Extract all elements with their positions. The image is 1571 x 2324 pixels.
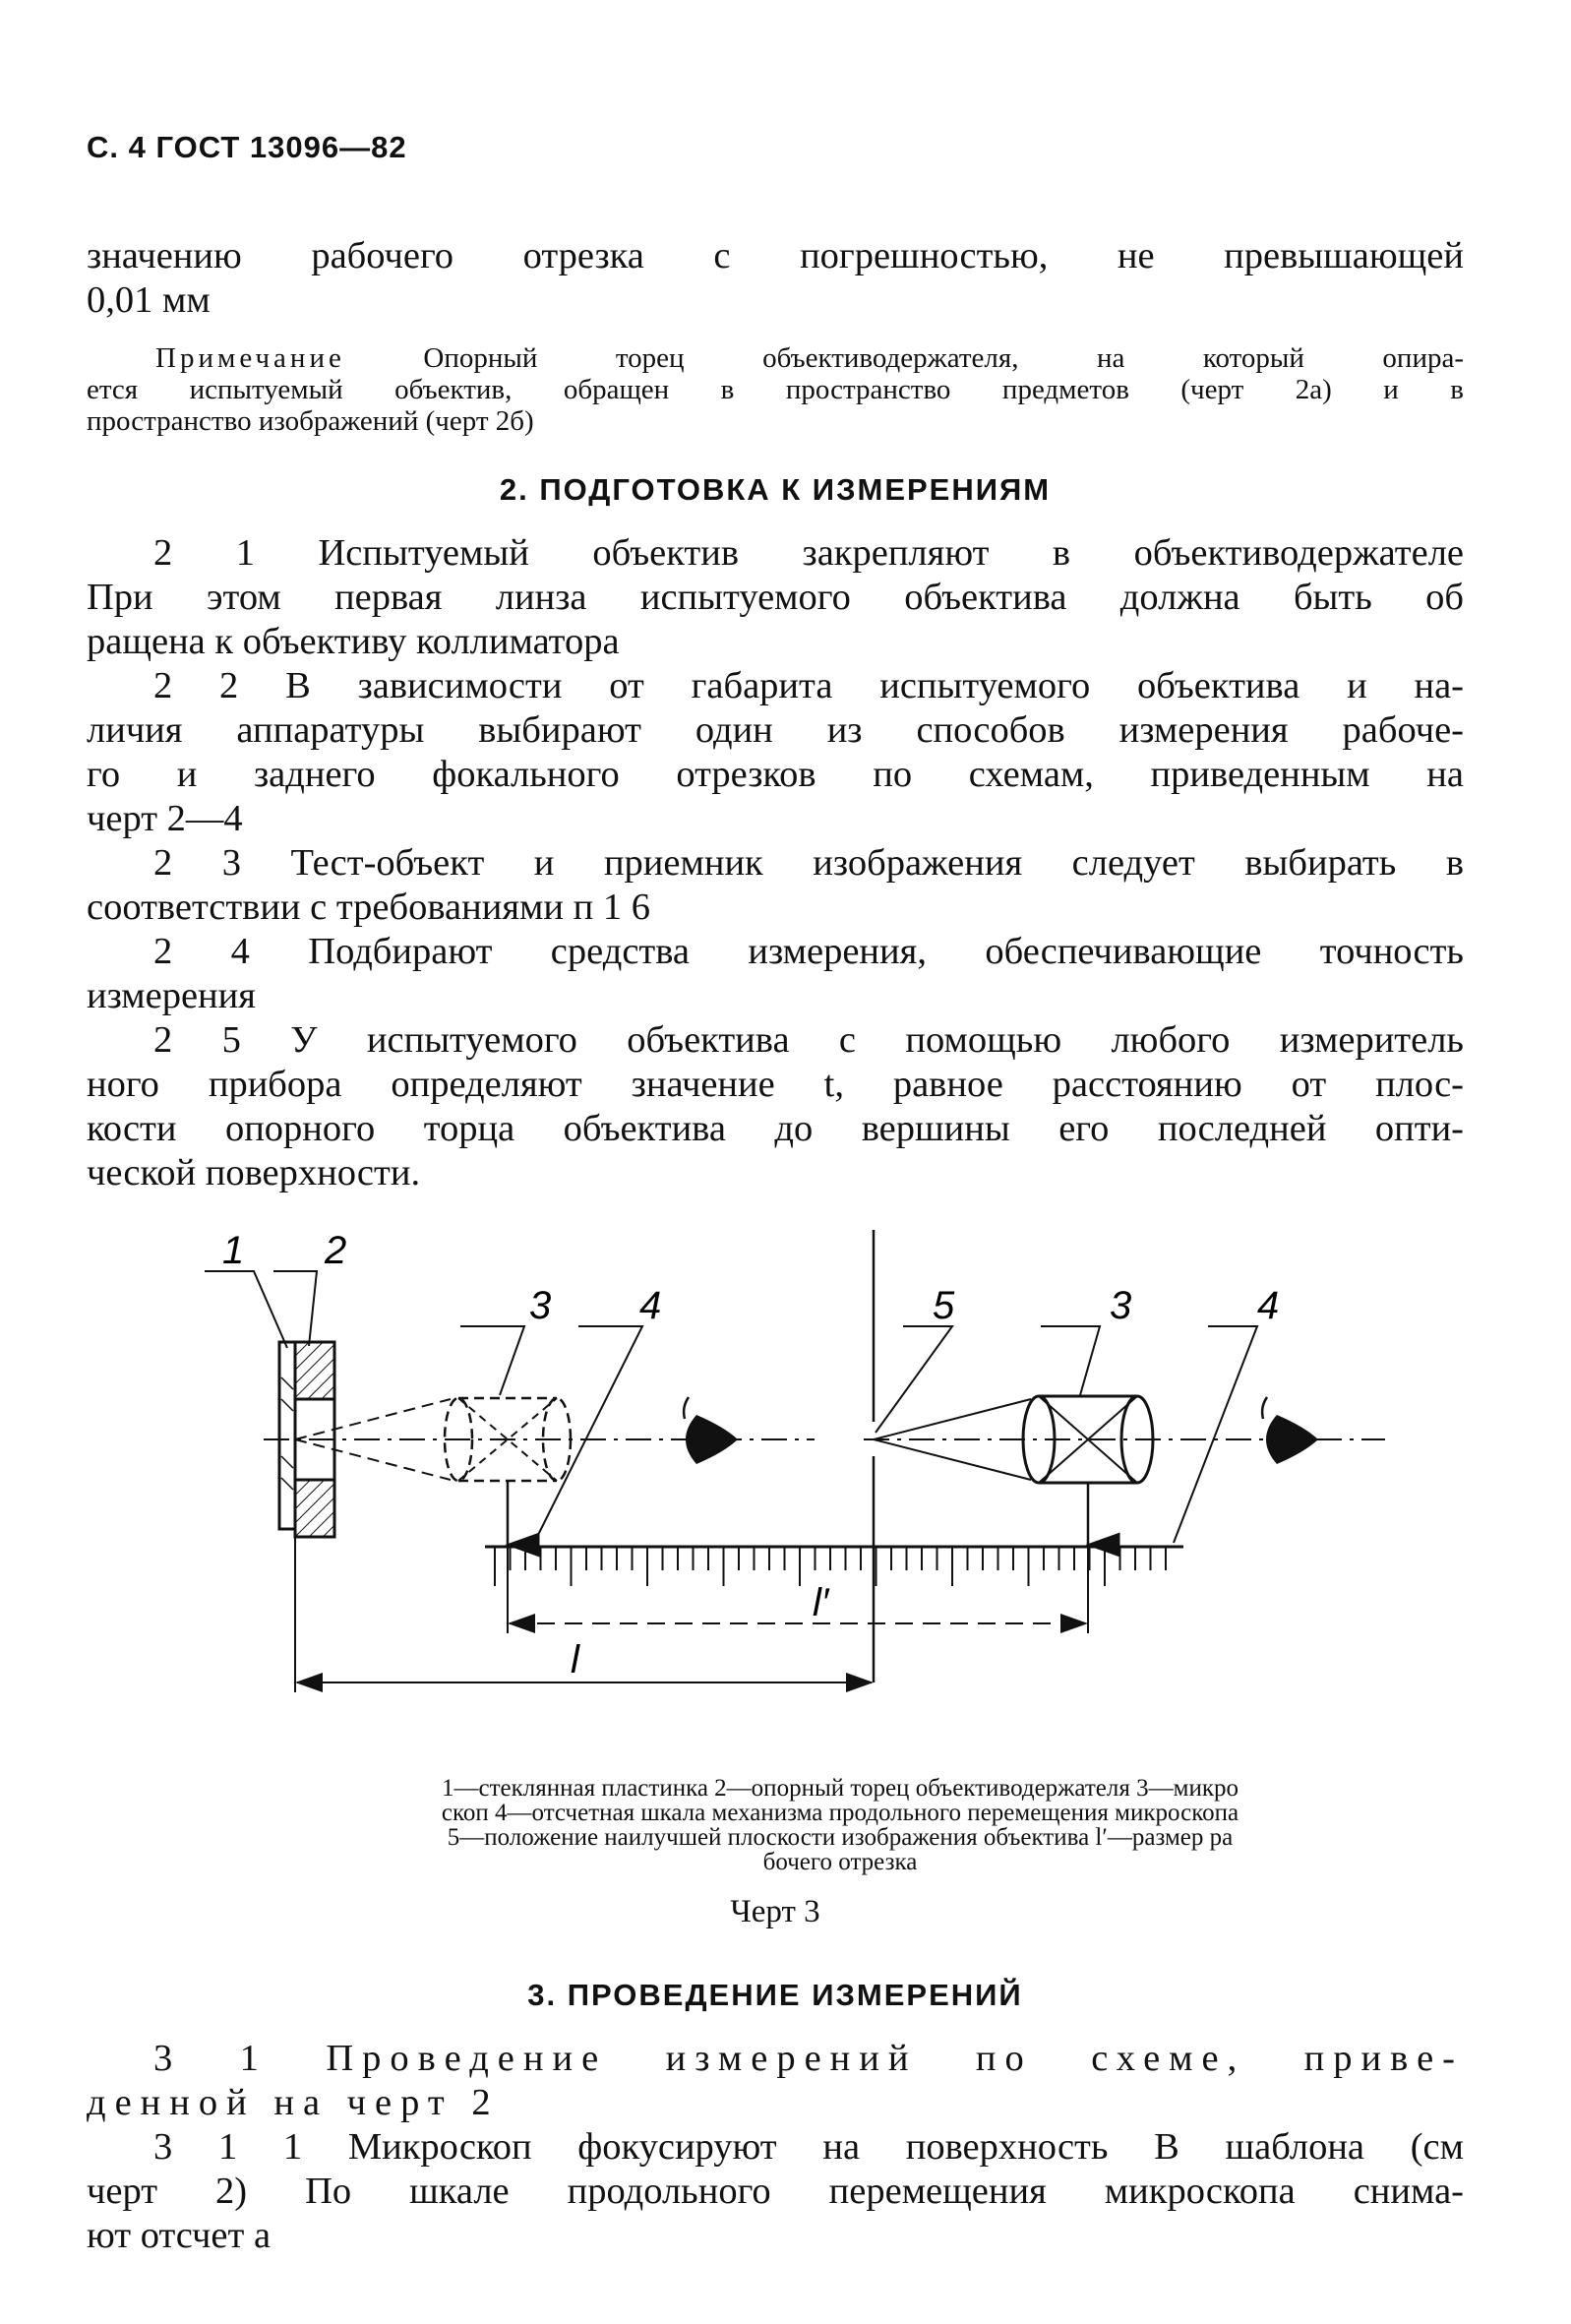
label-5: 5 bbox=[933, 1284, 955, 1327]
running-head: С. 4 ГОСТ 13096—82 bbox=[87, 130, 407, 164]
p25-line-3: кости опорного торца объектива до вершины его последней опти- bbox=[87, 1108, 1464, 1149]
legend-line-1: 1—стеклянная пластинка 2—опорный торец объективодержателя 3—микро bbox=[442, 1775, 1239, 1802]
figure-caption: Черт 3 bbox=[730, 1894, 820, 1929]
glass-plate bbox=[279, 1342, 295, 1529]
paragraph-3-1 bbox=[87, 2037, 1464, 2125]
leader-1 bbox=[205, 1271, 287, 1348]
cone-left-upper bbox=[295, 1399, 451, 1439]
label-4a: 4 bbox=[639, 1284, 662, 1327]
leader-5 bbox=[876, 1326, 952, 1433]
glass-plate-hatch-4 bbox=[281, 1478, 293, 1490]
cone-right-lower bbox=[874, 1439, 1031, 1480]
label-l: l bbox=[571, 1638, 579, 1682]
p311-line-1: 3 1 1 Микроскоп фокусируют на поверхность В шаблона (см bbox=[153, 2126, 1464, 2168]
legend-line-2: скоп 4—отсчетная шкала механизма продольного перемещения микроскопа bbox=[441, 1800, 1239, 1826]
holder-upper-block bbox=[295, 1342, 334, 1399]
label-1: 1 bbox=[222, 1230, 245, 1272]
p22-line-4: черт 2—4 bbox=[87, 798, 243, 839]
eye-1-lash bbox=[684, 1397, 689, 1419]
intro-line-2: 0,01 мм bbox=[87, 279, 211, 321]
note-label: Примечание bbox=[155, 342, 345, 374]
cone-right-upper bbox=[874, 1399, 1031, 1439]
p21-line-1: 2 1 Испытуемый объектив закрепляют в объективодержателе bbox=[153, 532, 1464, 574]
leader-3a bbox=[460, 1326, 524, 1395]
note-text-1: Опорный торец объективодержателя, на который опира- bbox=[423, 342, 1464, 374]
holder-lower-block bbox=[295, 1480, 334, 1537]
p31-line-1: 3 1 Проведение измерений по схеме, приве- bbox=[153, 2038, 1464, 2079]
p22-line-3: го и заднего фокального отрезков по схемам, приведенным на bbox=[87, 754, 1464, 795]
eye-1 bbox=[686, 1415, 738, 1464]
paragraph-2-4 bbox=[87, 930, 1464, 1018]
p25-line-1: 2 5 У испытуемого объектива с помощью любого измеритель bbox=[153, 1019, 1464, 1061]
leader-3b bbox=[1041, 1326, 1100, 1395]
label-3a: 3 bbox=[529, 1284, 552, 1327]
glass-plate-hatch-3 bbox=[281, 1456, 293, 1468]
glass-plate-hatch-2 bbox=[281, 1399, 293, 1411]
p22-line-1: 2 2 В зависимости от габарита испытуемого объектива и на- bbox=[153, 665, 1464, 706]
eye-2-lash bbox=[1262, 1397, 1267, 1419]
paragraph-2-1 bbox=[87, 531, 1464, 664]
legend-line-3: 5—положение наилучшей плоскости изображения объектива l′—размер ра bbox=[447, 1824, 1234, 1851]
label-l-prime: l′ bbox=[813, 1581, 829, 1624]
paragraph-2-3 bbox=[87, 841, 1464, 930]
note-paragraph bbox=[87, 342, 1464, 437]
eye-2 bbox=[1266, 1415, 1318, 1464]
scale-ticks bbox=[495, 1547, 1166, 1586]
note-line-3: пространство изображений (черт 2б) bbox=[87, 405, 534, 437]
section-2-heading: 2. ПОДГОТОВКА К ИЗМЕРЕНИЯМ bbox=[499, 472, 1052, 507]
p24-line-1: 2 4 Подбирают средства измерения, обеспечивающие точность bbox=[153, 931, 1464, 972]
figure-legend bbox=[250, 1776, 1430, 1874]
p311-line-3: ют отсчет а bbox=[87, 2215, 272, 2256]
p31-line-2: денной на черт 2 bbox=[87, 2082, 500, 2123]
note-line-2: ется испытуемый объектив, обращен в пространство предметов (черт 2а) и в bbox=[87, 374, 1464, 405]
cone-left-lower bbox=[295, 1439, 451, 1480]
p24-line-2: измерения bbox=[87, 975, 256, 1016]
p311-line-2: черт 2) По шкале продольного перемещения микроскопа снима- bbox=[87, 2171, 1464, 2212]
glass-plate-hatch-1 bbox=[281, 1377, 293, 1389]
legend-line-4: бочего отрезка bbox=[762, 1849, 918, 1875]
label-4b: 4 bbox=[1257, 1284, 1280, 1327]
paragraph-3-1-1 bbox=[87, 2125, 1464, 2258]
leader-4a bbox=[534, 1326, 642, 1543]
intro-line-1: значению рабочего отрезка с погрешностью, не превышающей bbox=[87, 235, 1464, 276]
intro-paragraph bbox=[87, 234, 1464, 323]
p21-line-3: ращена к объективу коллиматора bbox=[87, 621, 620, 662]
label-2: 2 bbox=[325, 1230, 347, 1272]
section-3-heading: 3. ПРОВЕДЕНИЕ ИЗМЕРЕНИЙ bbox=[527, 1978, 1023, 2012]
paragraph-2-5 bbox=[87, 1018, 1464, 1195]
leader-4b bbox=[1174, 1326, 1257, 1543]
p23-line-2: соответствии с требованиями п 1 6 bbox=[87, 887, 650, 928]
label-3b: 3 bbox=[1110, 1284, 1132, 1327]
p22-line-2: личия аппаратуры выбирают один из способов измерения рабоче- bbox=[87, 709, 1464, 751]
p23-line-1: 2 3 Тест-объект и приемник изображения следует выбирать в bbox=[153, 842, 1464, 884]
p25-line-2: ного прибора определяют значение t, равное расстоянию от плос- bbox=[87, 1064, 1464, 1105]
paragraph-2-2 bbox=[87, 664, 1464, 841]
figure-3-diagram bbox=[87, 1230, 1464, 1742]
p25-line-4: ческой поверхности. bbox=[87, 1152, 421, 1193]
note-line-1 bbox=[87, 342, 1464, 374]
leader-2 bbox=[273, 1271, 317, 1346]
p21-line-2: При этом первая линза испытуемого объектива должна быть об bbox=[87, 577, 1464, 618]
